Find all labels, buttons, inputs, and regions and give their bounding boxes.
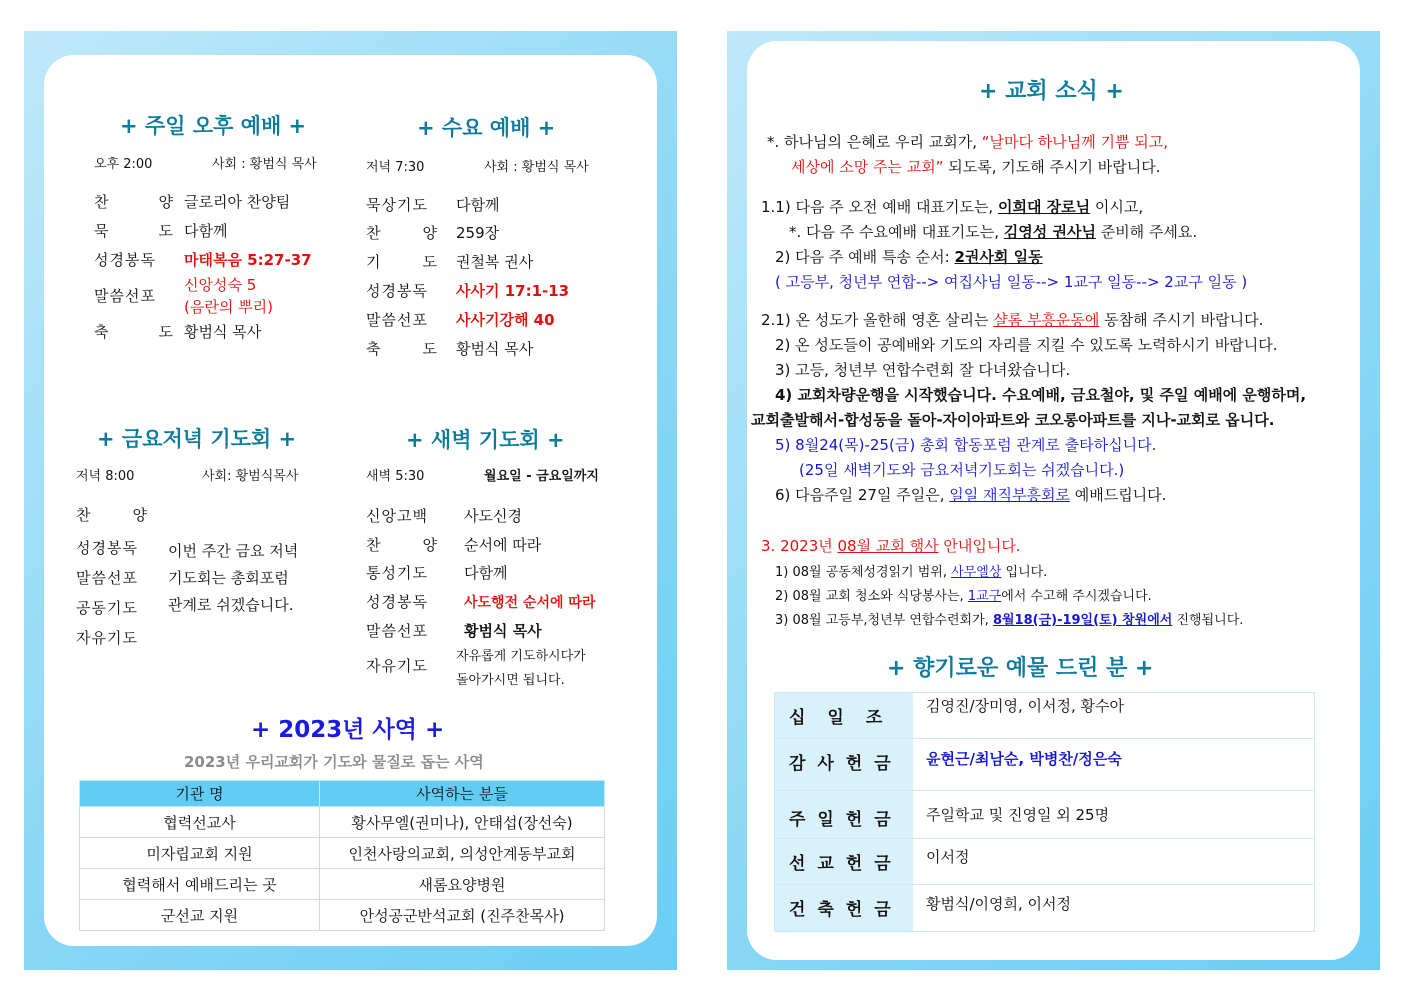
news-line-3: 2) 다음 주 예배 특송 순서: 2권사회 일동 xyxy=(775,248,1043,266)
news-line-12: 6) 다음주일 27일 주일은, 일일 재직부흥회로 예배드립니다. xyxy=(775,486,1167,504)
ministry-subtitle: 2023년 우리교회가 기도와 물질로 돕는 사역 xyxy=(184,753,484,771)
friday-host: 사회: 황범식목사 xyxy=(202,469,299,484)
friday-time: 저녁 8:00 xyxy=(76,469,135,484)
offering-value: 윤현근/최남순, 박병찬/정은숙 xyxy=(926,750,1122,768)
sunday-pm-value-3: 신앙성숙 5 xyxy=(184,276,257,294)
wednesday-value-1: 259장 xyxy=(456,224,500,242)
dawn-value-5b: 돌아가시면 됩니다. xyxy=(456,673,565,688)
friday-label-4: 자유기도 xyxy=(76,629,138,647)
right-card xyxy=(747,41,1360,960)
dawn-days: 월요일 - 금요일까지 xyxy=(484,469,599,484)
ministry-title: + 2023년 사역 + xyxy=(251,717,445,743)
wednesday-value-5: 황범식 목사 xyxy=(456,340,534,358)
friday-label-0: 찬 양 xyxy=(76,506,148,524)
wednesday-label-5: 축 도 xyxy=(366,340,438,358)
sunday-pm-value-1: 다함께 xyxy=(184,222,228,240)
sunday-pm-title: + 주일 오후 예배 + xyxy=(120,114,307,138)
table-row xyxy=(80,838,605,869)
news-intro-line1: *. 하나님의 은혜로 우리 교회가, “날마다 하나님께 기쁨 되고, xyxy=(767,133,1168,151)
friday-label-2: 말씀선포 xyxy=(76,569,138,587)
offering-label: 주일헌금 xyxy=(775,791,913,838)
ministry-cell: 새롬요양병원 xyxy=(320,869,605,900)
sunday-pm-label-3: 말씀선포 xyxy=(94,287,156,305)
news-line-13: 3. 2023년 08월 교회 행사 안내입니다. xyxy=(761,537,1021,555)
wednesday-host: 사회 : 황범식 목사 xyxy=(484,160,589,175)
sunday-pm-label-2: 성경봉독 xyxy=(94,251,156,269)
ministry-cell: 군선교 지원 xyxy=(80,900,320,931)
ministry-table-header xyxy=(80,781,605,807)
news-intro-line2: 세상에 소망 주는 교회” 되도록, 기도해 주시기 바랍니다. xyxy=(791,158,1161,176)
news-line-6: 2) 온 성도들이 공예배와 기도의 자리를 지킬 수 있도록 노력하시기 바랍니다. xyxy=(775,336,1278,354)
offering-title: + 향기로운 예물 드린 분 + xyxy=(887,656,1154,681)
offering-label: 십일조 xyxy=(775,693,913,738)
wednesday-label-3: 성경봉독 xyxy=(366,282,428,300)
wednesday-value-0: 다함께 xyxy=(456,196,500,214)
right-page xyxy=(727,31,1380,970)
offering-value: 주일학교 및 진영일 외 25명 xyxy=(926,806,1110,824)
sunday-pm-label-1: 묵 도 xyxy=(94,222,174,240)
table-row xyxy=(80,900,605,931)
sunday-pm-time: 오후 2:00 xyxy=(94,157,153,172)
news-line-2: *. 다음 주 수요예배 대표기도는, 김영성 권사님 준비해 주세요. xyxy=(789,223,1198,241)
news-line-9: 교회출발해서-합성동을 돌아-자이아파트와 코오롱아파트를 지나-교회로 옵니다. xyxy=(751,411,1275,429)
offering-value: 이서정 xyxy=(926,848,970,866)
ministry-cell: 협력해서 예배드리는 곳 xyxy=(80,869,320,900)
friday-notice-1: 기도회는 총회포럼 xyxy=(168,569,289,587)
offering-label: 선교헌금 xyxy=(775,839,913,884)
dawn-value-0: 사도신경 xyxy=(464,507,522,525)
news-line-15: 2) 08월 교회 청소와 식당봉사는, 1교구에서 수고해 주시겠습니다. xyxy=(775,589,1152,604)
wednesday-value-2: 권철복 권사 xyxy=(456,253,534,271)
table-row xyxy=(775,839,1314,885)
table-row xyxy=(775,693,1314,739)
wednesday-label-1: 찬 양 xyxy=(366,224,438,242)
sunday-pm-label-4: 축 도 xyxy=(94,323,174,341)
ministry-cell: 안성공군반석교회 (진주찬목사) xyxy=(320,900,605,931)
wednesday-value-4: 사사기강해 40 xyxy=(456,311,555,329)
wednesday-label-0: 묵상기도 xyxy=(366,196,428,214)
news-line-14: 1) 08월 공동체성경읽기 범위, 사무엘상 입니다. xyxy=(775,565,1048,580)
dawn-value-1: 순서에 따라 xyxy=(464,536,542,554)
friday-label-3: 공동기도 xyxy=(76,599,138,617)
ministry-header-people: 사역하는 분들 xyxy=(320,781,605,807)
offering-label: 건축헌금 xyxy=(775,885,913,931)
offering-label: 감사헌금 xyxy=(775,739,913,790)
sunday-pm-value-4: 황범식 목사 xyxy=(184,323,262,341)
wednesday-label-2: 기 도 xyxy=(366,253,438,271)
table-row xyxy=(80,869,605,900)
friday-label-1: 성경봉독 xyxy=(76,539,138,557)
news-line-5: 2.1) 온 성도가 올한해 영혼 살리는 샬롬 부흥운동에 동참해 주시기 바랍니다. xyxy=(761,311,1264,329)
offering-value: 황범식/이영희, 이서정 xyxy=(926,895,1072,913)
news-line-4: ( 고등부, 청년부 연합--> 여집사님 일동--> 1교구 일동--> 2교구 일동 ) xyxy=(775,273,1248,291)
sunday-pm-host: 사회 : 황범식 목사 xyxy=(212,157,317,172)
wednesday-time: 저녁 7:30 xyxy=(366,160,425,175)
dawn-value-3: 사도행전 순서에 따라 xyxy=(464,595,596,611)
table-row xyxy=(80,807,605,838)
sunday-pm-value-0: 글로리아 찬양팀 xyxy=(184,193,291,211)
left-page xyxy=(24,31,677,970)
dawn-title: + 새벽 기도회 + xyxy=(406,428,565,452)
table-row xyxy=(775,739,1314,791)
news-line-11: (25일 새벽기도와 금요저녁기도회는 쉬겠습니다.) xyxy=(799,461,1125,479)
offering-value: 김영진/장미영, 이서정, 황수아 xyxy=(926,697,1125,715)
dawn-value-4: 황범식 목사 xyxy=(464,622,542,640)
news-line-7: 3) 고등, 청년부 연합수련회 잘 다녀왔습니다. xyxy=(775,361,1071,379)
news-line-8: 4) 교회차량운행을 시작했습니다. 수요예배, 금요철야, 및 주일 예배에 운행하며, xyxy=(775,386,1307,404)
news-title: + 교회 소식 + xyxy=(979,79,1124,104)
news-line-1: 1.1) 다음 주 오전 예배 대표기도는, 이희대 장로님 이시고, xyxy=(761,198,1144,216)
sunday-pm-value-2: 마태복음 5:27-37 xyxy=(184,251,312,269)
ministry-cell: 미자립교회 지원 xyxy=(80,838,320,869)
friday-notice-2: 관계로 쉬겠습니다. xyxy=(168,596,294,614)
sunday-pm-label-0: 찬 양 xyxy=(94,193,174,211)
table-row xyxy=(775,885,1314,931)
ministry-cell: 인천사랑의교회, 의성안계동부교회 xyxy=(320,838,605,869)
table-row xyxy=(775,791,1314,839)
dawn-time: 새벽 5:30 xyxy=(366,469,425,484)
ministry-cell: 황사무엘(권미나), 안태섭(장선숙) xyxy=(320,807,605,838)
dawn-value-5: 자유롭게 기도하시다가 xyxy=(456,649,586,664)
offering-table xyxy=(774,692,1315,932)
friday-title: + 금요저녁 기도회 + xyxy=(97,427,297,451)
news-line-10: 5) 8월24(목)-25(금) 총회 합동포럼 관계로 출타하십니다. xyxy=(775,436,1157,454)
sunday-pm-value-3b: (음란의 뿌리) xyxy=(184,298,273,316)
news-line-16: 3) 08월 고등부,청년부 연합수련회가, 8월18(금)-19일(토) 창원에서 진행됩니다. xyxy=(775,613,1244,628)
dawn-label-5: 자유기도 xyxy=(366,657,428,675)
wednesday-label-4: 말씀선포 xyxy=(366,311,428,329)
ministry-cell: 협력선교사 xyxy=(80,807,320,838)
friday-notice-0: 이번 주간 금요 저녁 xyxy=(168,542,299,560)
dawn-label-0: 신앙고백 xyxy=(366,507,428,525)
ministry-header-org: 기관 명 xyxy=(80,781,320,807)
wednesday-value-3: 사사기 17:1-13 xyxy=(456,282,570,300)
ministry-table xyxy=(79,780,605,931)
dawn-label-1: 찬 양 xyxy=(366,536,438,554)
dawn-value-2: 다함께 xyxy=(464,564,508,582)
dawn-label-4: 말씀선포 xyxy=(366,622,428,640)
dawn-label-3: 성경봉독 xyxy=(366,593,428,611)
wednesday-title: + 수요 예배 + xyxy=(417,116,556,140)
dawn-label-2: 통성기도 xyxy=(366,564,428,582)
